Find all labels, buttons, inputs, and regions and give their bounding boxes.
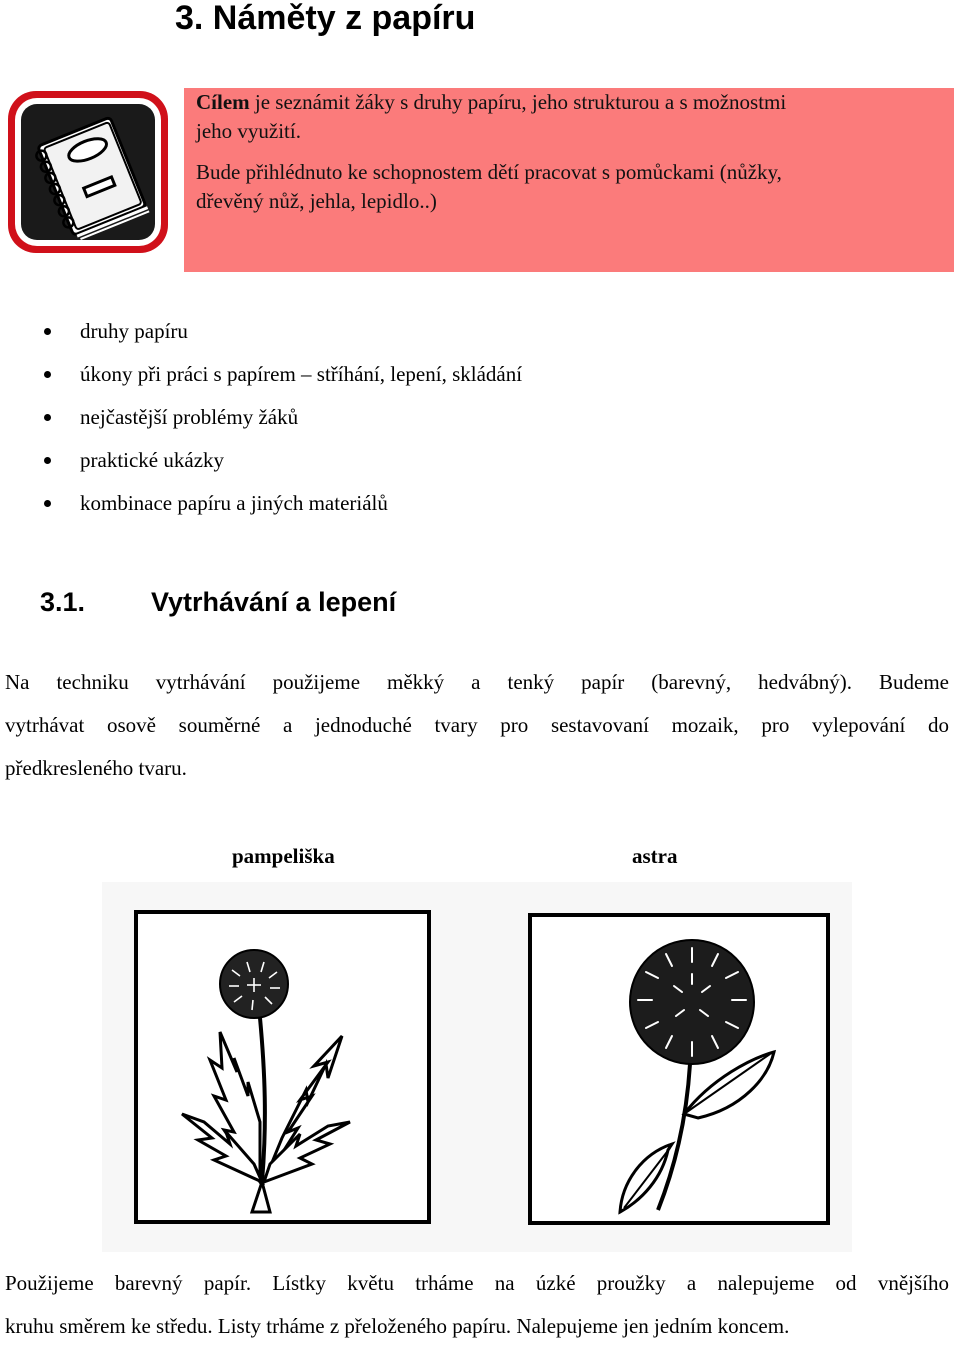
- goal-box: [184, 88, 954, 272]
- section-title: Vytrhávání a lepení: [151, 587, 397, 617]
- page-title: 3. Náměty z papíru: [175, 0, 476, 37]
- goal-line-4: dřevěný nůž, jehla, lepidlo..): [196, 189, 437, 213]
- figure-caption-dandelion: pampeliška: [232, 844, 335, 868]
- list-item-text: druhy papíru: [80, 319, 188, 343]
- paragraph-line: Použijeme barevný papír. Lístky květu trháme na úzké proužky a nalepujeme od vnějšího: [5, 1271, 949, 1295]
- paragraph-line: vytrhávat osově souměrné a jednoduché tvary pro sestavovaní mozaik, pro vylepování do: [5, 713, 949, 737]
- list-item-text: kombinace papíru a jiných materiálů: [80, 491, 388, 515]
- bullet-dot-icon: [44, 500, 51, 507]
- list-item-text: nejčastější problémy žáků: [80, 405, 299, 429]
- goal-lead: Cílem: [196, 90, 250, 114]
- paragraph-line: předkresleného tvaru.: [5, 756, 187, 780]
- list-item: [40, 439, 522, 482]
- bullet-dot-icon: [44, 371, 51, 378]
- paragraph-line: Na techniku vytrhávání použijeme měkký a tenký papír (barevný, hedvábný). Budeme: [5, 670, 949, 694]
- paragraph-instructions: [5, 1262, 949, 1348]
- list-item-text: úkony při práci s papírem – stříhání, lepení, skládání: [80, 362, 523, 386]
- topic-list: [40, 310, 522, 525]
- list-item: [40, 396, 522, 439]
- section-number: 3.1.: [40, 587, 86, 617]
- goal-line-3: Bude přihlédnuto ke schopnostem dětí pracovat s pomůckami (nůžky,: [196, 160, 782, 184]
- goal-line-1: [196, 88, 936, 117]
- bullet-dot-icon: [44, 414, 51, 421]
- goal-line-1-rest: je seznámit žáky s druhy papíru, jeho strukturou a s možnostmi: [249, 90, 787, 114]
- list-item: [40, 310, 522, 353]
- flower-illustrations: [102, 882, 852, 1252]
- paragraph-line: kruhu směrem ke středu. Listy trháme z přeloženého papíru. Nalepujeme jen jedním koncem.: [5, 1314, 790, 1338]
- list-item-text: praktické ukázky: [80, 448, 225, 472]
- list-item: [40, 482, 522, 525]
- bullet-dot-icon: [44, 328, 51, 335]
- list-item: [40, 353, 522, 396]
- paragraph-technique: [5, 661, 949, 790]
- goal-line-2: jeho využití.: [196, 119, 301, 143]
- figure-caption-aster: astra: [632, 844, 678, 868]
- bullet-dot-icon: [44, 457, 51, 464]
- notebook-icon: [4, 87, 174, 257]
